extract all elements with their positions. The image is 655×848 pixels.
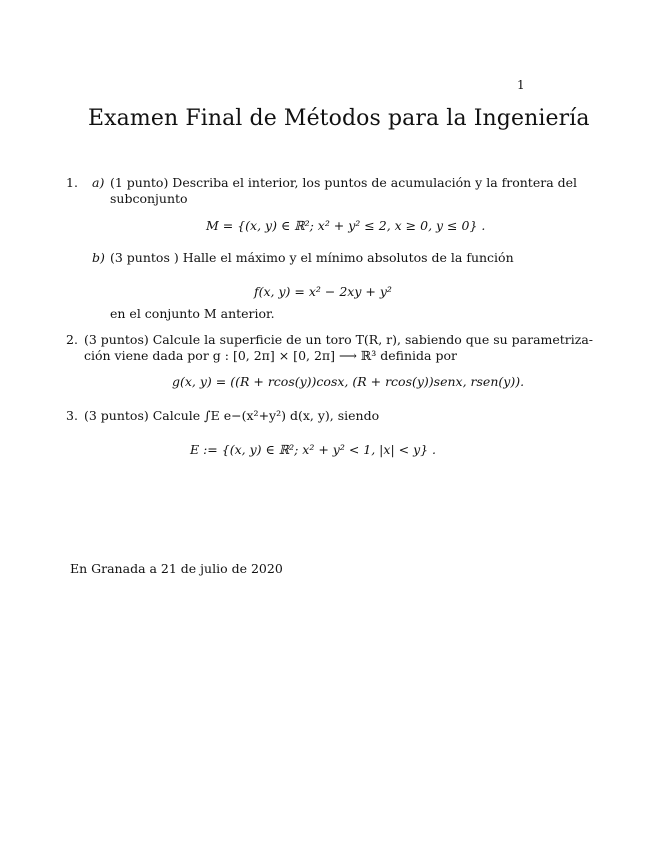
problem-1b-formula: f(x, y) = x² − 2xy + y² bbox=[254, 284, 392, 299]
problem-3-formula: E := {(x, y) ∈ ℝ²; x² + y² < 1, |x| < y} . bbox=[190, 442, 437, 457]
problem-3-text-line1: (3 puntos) Calcule ∫E e−(x²+y²) d(x, y), siendo bbox=[84, 408, 380, 423]
problem-1a-label: a) bbox=[92, 175, 105, 190]
problem-3-number: 3. bbox=[66, 408, 78, 423]
problem-1a-formula: M = {(x, y) ∈ ℝ²; x² + y² ≤ 2, x ≥ 0, y ≤ 0} . bbox=[206, 218, 486, 233]
problem-2-text-line2: ción viene dada por g : [0, 2π] × [0, 2π] ⟶ ℝ³ definida por bbox=[84, 348, 457, 363]
problem-2-number: 2. bbox=[66, 332, 78, 347]
problem-2-formula: g(x, y) = ((R + rcos(y))cosx, (R + rcos(y))senx, rsen(y)). bbox=[172, 374, 525, 389]
exam-title: Examen Final de Métodos para la Ingeniería bbox=[88, 106, 590, 131]
problem-1a-text-line1: (1 punto) Describa el interior, los puntos de acumulación y la frontera del bbox=[110, 175, 578, 190]
problem-1a-text-line2: subconjunto bbox=[110, 191, 188, 206]
problem-2-text-line1: (3 puntos) Calcule la superficie de un toro T(R, r), sabiendo que su parametriza- bbox=[84, 332, 594, 347]
problem-1b-text-line1: (3 puntos ) Halle el máximo y el mínimo absolutos de la función bbox=[110, 250, 514, 265]
problem-1b-label: b) bbox=[92, 250, 105, 265]
problem-1b-after: en el conjunto M anterior. bbox=[110, 306, 275, 321]
problem-1-number: 1. bbox=[66, 175, 78, 190]
footer-place-date: En Granada a 21 de julio de 2020 bbox=[70, 561, 283, 576]
page-number: 1 bbox=[517, 78, 525, 92]
